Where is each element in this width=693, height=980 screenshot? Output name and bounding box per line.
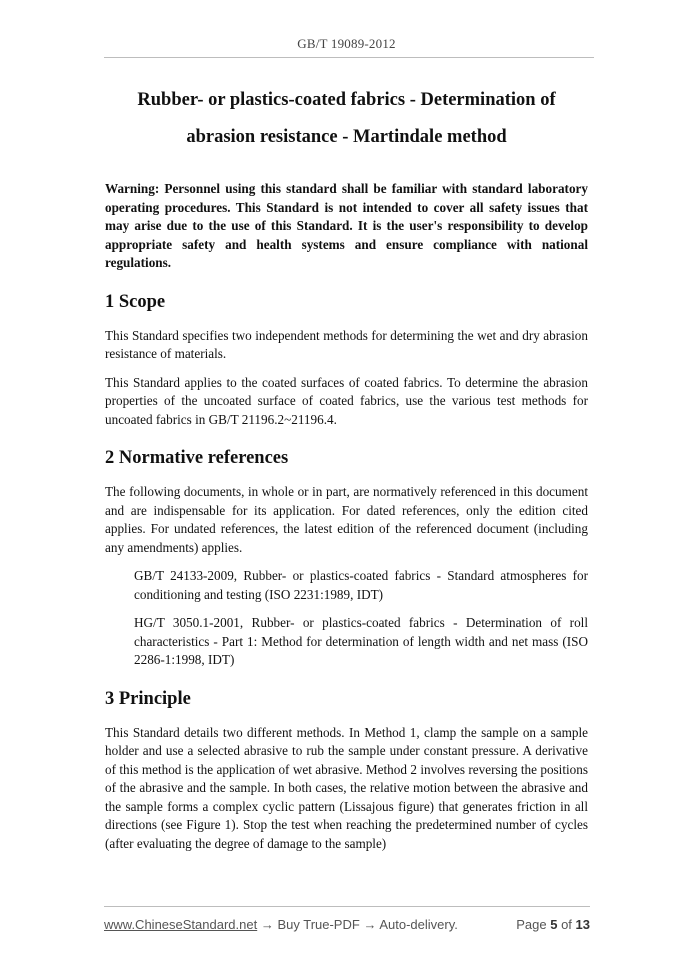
header-divider [104,57,594,58]
scope-paragraph-2: This Standard applies to the coated surfaces of coated fabrics. To determine the abrasion properties of the uncoated surface of coated fabrics, use the various test methods for uncoated fabrics in GB/T 21196.2~21196.4. [105,374,588,427]
title-line-2: abrasion resistance - Martindale method [186,127,507,147]
page-number [516,917,590,932]
site-link[interactable]: www.ChineseStandard.net [104,917,258,932]
total-pages: 13 [575,917,590,932]
of-label: of [561,917,572,932]
buy-pdf-text: Buy True-PDF [277,917,360,932]
section-heading-normative-references: 2 Normative references [105,448,289,468]
auto-delivery-text: Auto-delivery. [379,917,458,932]
footer-promo [104,917,458,932]
principle-paragraph: This Standard details two different methods. In Method 1, clamp the sample on a sample holder and use a selected abrasive to rub the sample under constant pressure. A derivative of this method is the application of wet abrasive. Method 2 involves reversing the positions of the abrasive and the sample. In both cases, the relative motion between the abrasive and the sample forms a complex cyclic pattern (Lissajous figure) that generates friction in all directions (see Figure 1). Stop the test when reaching the predetermined number of cycles (after evaluating the degree of damage to the sample) [105,724,588,851]
section-heading-scope: 1 Scope [105,291,166,312]
warning-paragraph: Warning: Personnel using this standard shall be familiar with standard laboratory operating procedures. This Standard is not intended to cover all safety issues that may arise due to the use of this Standard. It is the user's responsibility to develop appropriate safety and health systems and ensure compliance with national regulations. [105,181,588,270]
scope-paragraph-1: This Standard specifies two independent methods for determining the wet and dry abrasion resistance of materials. [105,327,588,361]
section-heading-principle: 3 Principle [105,688,191,709]
arrow-right-icon: → [363,917,377,932]
reference-item-2: HG/T 3050.1-2001, Rubber- or plastics-coated fabrics - Determination of roll characteristics - Part 1: Method for determination of length width and net mass (ISO 2286-1:1998, IDT) [134,615,588,667]
current-page: 5 [550,917,558,932]
title-line-1: Rubber- or plastics-coated fabrics - Determination of [137,90,556,110]
document-body [105,180,588,863]
page-footer [104,906,590,932]
page-label: Page [516,917,547,932]
document-title [60,82,633,156]
reference-item-1: GB/T 24133-2009, Rubber- or plastics-coated fabrics - Standard atmospheres for conditioning and testing (ISO 2231:1989, IDT) [134,568,588,602]
arrow-right-icon: → [260,917,274,932]
standard-code-header: GB/T 19089-2012 [297,36,396,51]
normative-paragraph: The following documents, in whole or in part, are normatively referenced in this document and are indispensable for its application. For dated references, only the edition cited applies. For undated references, the latest edition of the referenced document (including any amendments) applies. [105,484,588,555]
